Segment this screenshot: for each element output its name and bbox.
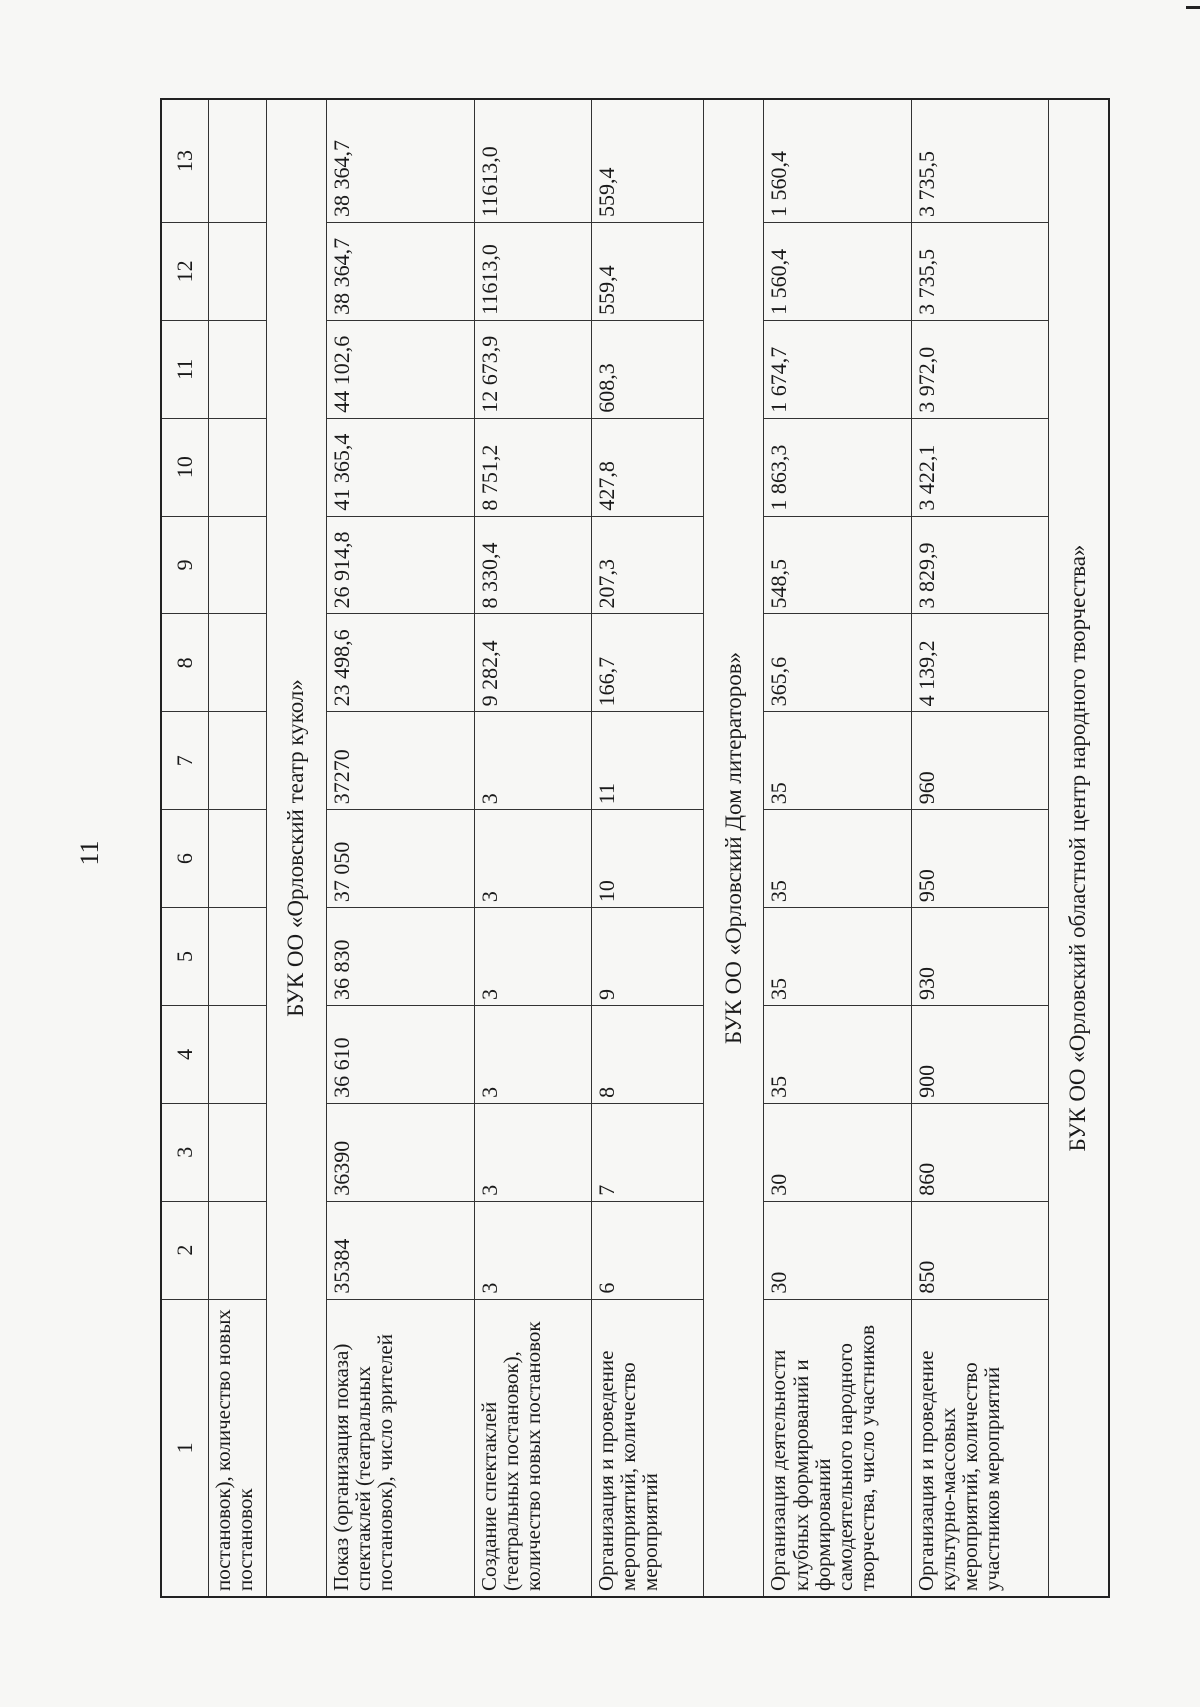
value-cell: 44 102,6 <box>327 320 475 418</box>
value-cell: 900 <box>912 1005 1049 1103</box>
row-label: Показ (организация показа) спектаклей (театральных постановок), число зрителей <box>327 1299 475 1597</box>
value-cell: 3 <box>474 1201 591 1299</box>
page-number: 11 <box>75 840 104 866</box>
rotated-table-container <box>160 98 1110 1598</box>
value-cell: 11 <box>591 712 704 810</box>
value-cell: 1 674,7 <box>764 320 912 418</box>
header-cell: 11 <box>161 320 209 418</box>
header-cell: 2 <box>161 1201 209 1299</box>
data-table <box>160 98 1110 1598</box>
header-cell: 1 <box>161 1299 209 1597</box>
value-cell <box>209 614 267 712</box>
value-cell: 3 972,0 <box>912 320 1049 418</box>
value-cell: 37270 <box>327 712 475 810</box>
value-cell: 8 330,4 <box>474 516 591 614</box>
value-cell: 7 <box>591 1103 704 1201</box>
section-row <box>1048 99 1109 1597</box>
section-title: БУК ОО «Орловский театр кукол» <box>267 99 327 1597</box>
value-cell: 35 <box>764 1005 912 1103</box>
table-row <box>474 99 591 1597</box>
value-cell: 37 050 <box>327 810 475 908</box>
value-cell: 10 <box>591 810 704 908</box>
table-row <box>912 99 1049 1597</box>
value-cell: 427,8 <box>591 418 704 516</box>
value-cell: 12 673,9 <box>474 320 591 418</box>
row-label: Организация и проведение культурно-массовых мероприятий, количество участников мероприятий <box>912 1299 1049 1597</box>
value-cell: 559,4 <box>591 99 704 222</box>
value-cell: 3 <box>474 908 591 1006</box>
value-cell: 11613,0 <box>474 222 591 320</box>
header-cell: 7 <box>161 712 209 810</box>
table-row <box>591 99 704 1597</box>
value-cell: 9 282,4 <box>474 614 591 712</box>
value-cell <box>209 1103 267 1201</box>
header-cell: 8 <box>161 614 209 712</box>
value-cell: 35384 <box>327 1201 475 1299</box>
value-cell: 3 <box>474 1005 591 1103</box>
value-cell: 38 364,7 <box>327 99 475 222</box>
value-cell: 850 <box>912 1201 1049 1299</box>
value-cell: 1 863,3 <box>764 418 912 516</box>
value-cell <box>209 810 267 908</box>
value-cell: 1 560,4 <box>764 222 912 320</box>
value-cell: 41 365,4 <box>327 418 475 516</box>
header-cell: 9 <box>161 516 209 614</box>
section-title: БУК ОО «Орловский областной центр народного творчества» <box>1048 99 1109 1597</box>
row-label: Создание спектаклей (театральных постановок), количество новых постановок <box>474 1299 591 1597</box>
table-row <box>764 99 912 1597</box>
scan-edge-mark <box>1186 6 1200 9</box>
value-cell <box>209 1201 267 1299</box>
header-row <box>161 99 209 1597</box>
value-cell: 26 914,8 <box>327 516 475 614</box>
value-cell: 8 <box>591 1005 704 1103</box>
value-cell <box>209 99 267 222</box>
table-row <box>327 99 475 1597</box>
header-cell: 12 <box>161 222 209 320</box>
value-cell: 30 <box>764 1103 912 1201</box>
header-cell: 13 <box>161 99 209 222</box>
value-cell: 3 735,5 <box>912 99 1049 222</box>
section-row <box>267 99 327 1597</box>
section-row <box>704 99 764 1597</box>
value-cell: 4 139,2 <box>912 614 1049 712</box>
value-cell: 36 830 <box>327 908 475 1006</box>
value-cell: 960 <box>912 712 1049 810</box>
row-label: Организация деятельности клубных формирований и формирований самодеятельного народного творчества, число участников <box>764 1299 912 1597</box>
value-cell: 30 <box>764 1201 912 1299</box>
value-cell: 3 829,9 <box>912 516 1049 614</box>
value-cell: 9 <box>591 908 704 1006</box>
row-label: постановок), количество новых постановок <box>209 1299 267 1597</box>
header-cell: 5 <box>161 908 209 1006</box>
value-cell: 950 <box>912 810 1049 908</box>
table-row <box>209 99 267 1597</box>
value-cell: 3 <box>474 712 591 810</box>
value-cell: 3 735,5 <box>912 222 1049 320</box>
value-cell <box>209 908 267 1006</box>
value-cell: 166,7 <box>591 614 704 712</box>
value-cell <box>209 516 267 614</box>
header-cell: 10 <box>161 418 209 516</box>
header-cell: 3 <box>161 1103 209 1201</box>
value-cell <box>209 1005 267 1103</box>
value-cell: 36390 <box>327 1103 475 1201</box>
value-cell: 35 <box>764 810 912 908</box>
value-cell: 548,5 <box>764 516 912 614</box>
value-cell: 35 <box>764 712 912 810</box>
value-cell: 3 <box>474 810 591 908</box>
value-cell <box>209 712 267 810</box>
value-cell: 35 <box>764 908 912 1006</box>
value-cell: 559,4 <box>591 222 704 320</box>
value-cell: 6 <box>591 1201 704 1299</box>
value-cell: 36 610 <box>327 1005 475 1103</box>
value-cell: 930 <box>912 908 1049 1006</box>
value-cell: 11613,0 <box>474 99 591 222</box>
value-cell: 860 <box>912 1103 1049 1201</box>
header-cell: 6 <box>161 810 209 908</box>
value-cell: 3 <box>474 1103 591 1201</box>
header-cell: 4 <box>161 1005 209 1103</box>
value-cell: 8 751,2 <box>474 418 591 516</box>
value-cell: 1 560,4 <box>764 99 912 222</box>
section-title: БУК ОО «Орловский Дом литераторов» <box>704 99 764 1597</box>
value-cell: 3 422,1 <box>912 418 1049 516</box>
row-label: Организация и проведение мероприятий, количество мероприятий <box>591 1299 704 1597</box>
value-cell: 365,6 <box>764 614 912 712</box>
value-cell: 23 498,6 <box>327 614 475 712</box>
value-cell: 608,3 <box>591 320 704 418</box>
value-cell: 207,3 <box>591 516 704 614</box>
value-cell <box>209 222 267 320</box>
value-cell <box>209 320 267 418</box>
value-cell <box>209 418 267 516</box>
value-cell: 38 364,7 <box>327 222 475 320</box>
